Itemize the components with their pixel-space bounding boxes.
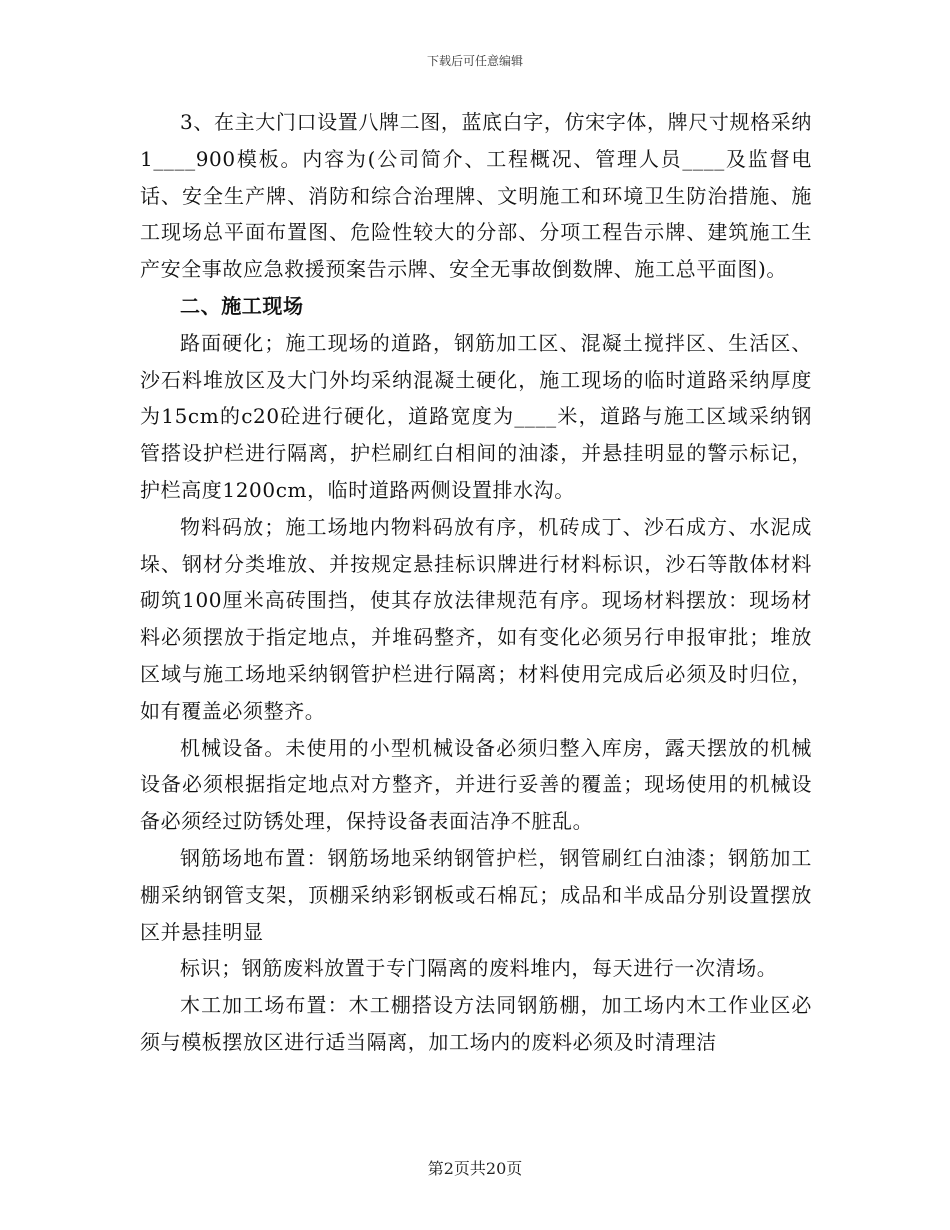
page-header: 下载后可任意编辑 [426,54,523,68]
paragraph-rebar-marking: 标识；钢筋废料放置于专门隔离的废料堆内，每天进行一次清场。 [180,956,778,981]
paragraph-carpentry-yard: 木工加工场布置：木工棚搭设方法同钢筋棚，加工场内木工作业区必须与模板摆放区进行适当隔离，加工场内的废料必须及时清理洁 [140,993,812,1054]
paragraph-road-hardening: 路面硬化；施工现场的道路，钢筋加工区、混凝土搅拌区、生活区、沙石料堆放区及大门外均采纳混凝土硬化，施工现场的临时道路采纳厚度为15cm的c20砼进行硬化，道路宽度为____米，道路与施工区域采纳钢管搭设护栏进行隔离，护栏刷红白相间的油漆，并悬挂明显的警示标记，护栏高度1200cm，临时道路两侧设置排水沟。 [140,330,812,502]
page-number: 第2页共20页 [427,1159,523,1178]
document-body [140,104,812,1061]
paragraph-material-stacking: 物料码放；施工场地内物料码放有序，机砖成丁、沙石成方、水泥成垛、钢材分类堆放、并按规定悬挂标识牌进行材料标识，沙石等散体材料砌筑100厘米高砖围挡，使其存放法律规范有序。现场材料摆放：现场材料必须摆放于指定地点，并堆码整齐，如有变化必须另行申报审批；堆放区域与施工场地采纳钢管护栏进行隔离；材料使用完成后必须及时归位，如有覆盖必须整齐。 [140,514,812,723]
paragraph-signboards: 3、在主大门口设置八牌二图，蓝底白字，仿宋字体，牌尺寸规格采纳1____900模板。内容为(公司简介、工程概况、管理人员____及监督电话、安全生产牌、消防和综合治理牌、文明施工和环境卫生防治措施、施工现场总平面布置图、危险性较大的分部、分项工程告示牌、建筑施工生产安全事故应急救援预案告示牌、安全无事故倒数牌、施工总平面图)。 [140,110,812,282]
section-heading-construction-site: 二、施工现场 [180,293,304,318]
paragraph-machinery: 机械设备。未使用的小型机械设备必须归整入库房，露天摆放的机械设备必须根据指定地点对方整齐，并进行妥善的覆盖；现场使用的机械设备必须经过防锈处理，保持设备表面洁净不脏乱。 [140,735,812,834]
paragraph-rebar-yard: 钢筋场地布置：钢筋场地采纳钢管护栏，钢管刷红白油漆；钢筋加工棚采纳钢管支架，顶棚采纳彩钢板或石棉瓦；成品和半成品分别设置摆放区并悬挂明显 [140,845,812,944]
